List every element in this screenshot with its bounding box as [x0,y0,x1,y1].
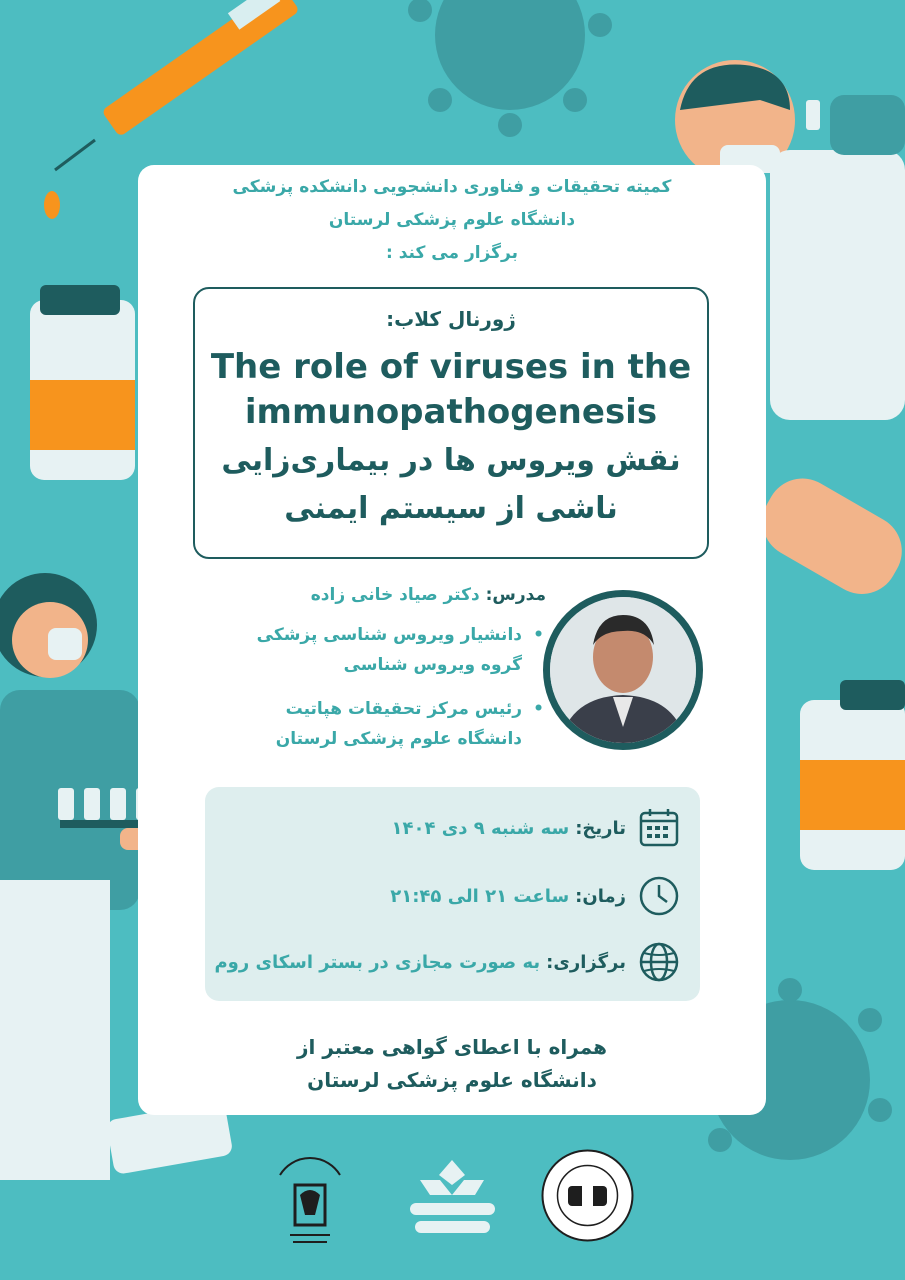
certificate-line1: همراه با اعطای گواهی معتبر از [297,1035,607,1059]
venue-label: برگزاری: [546,951,626,973]
role2-line1: رئیس مرکز تحقیقات هپاتیت [285,699,522,719]
persian-title [195,437,707,533]
time-label: زمان: [575,885,626,907]
vial-illustration [30,285,135,480]
certificate-line2: دانشگاه علوم پزشکی لرستان [307,1068,597,1092]
calendar-icon [638,807,680,849]
presents-line: برگزار می کند : [386,243,518,263]
event-info-panel [205,787,700,1001]
lecturer-photo [543,590,703,750]
university-line: دانشگاه علوم پزشکی لرستان [328,210,576,230]
date-value: سه شنبه ۹ دی ۱۴۰۴ [391,817,570,839]
english-title [195,345,707,435]
venue-row [214,941,680,983]
english-title-line2: immunopathogenesis [244,392,658,432]
bullet-dot-icon: • [533,625,544,645]
lecturer-portrait-icon [550,597,696,743]
role1-line1: دانشیار ویروس شناسی پزشکی [256,625,522,645]
role2-line2: دانشگاه علوم پزشکی لرستان [275,729,522,749]
persian-title-line2: ناشی از سیستم ایمنی [284,491,618,526]
date-row [391,807,680,849]
lecturer-name: دکتر صیاد خانی زاده [310,585,480,605]
role1-line2: گروه ویروس شناسی [343,655,522,675]
globe-icon [638,941,680,983]
time-row [390,875,680,917]
clock-icon [638,875,680,917]
role-item [257,694,546,754]
title-box [193,287,709,559]
journal-club-label: ژورنال کلاب: [386,307,516,331]
role-item [257,620,546,680]
venue-value: به صورت مجازی در بستر اسکای روم [214,951,541,973]
bullet-dot-icon: • [533,699,544,719]
student-committee-logo [400,1155,505,1245]
lecturer-roles [257,620,546,754]
poster-card [138,165,766,1115]
persian-title-line1: نقش ویروس ها در بیماری‌زایی [221,443,681,478]
lecturer-line [311,585,546,605]
english-title-line1: The role of viruses in the [210,347,692,387]
faculty-committee-seal [540,1148,635,1243]
vial-illustration [800,680,905,870]
date-label: تاریخ: [575,817,626,839]
organizer-line: کمیته تحقیقات و فناوری دانشجویی دانشکده پزشکی [232,177,672,197]
lecturer-label: مدرس: [485,585,546,605]
research-deputy-logo [275,1150,345,1260]
bandage-illustration [749,465,905,607]
virus-illustration [408,0,612,137]
certificate-note [138,1031,766,1097]
time-value: ساعت ۲۱ الی ۲۱:۴۵ [390,885,570,907]
